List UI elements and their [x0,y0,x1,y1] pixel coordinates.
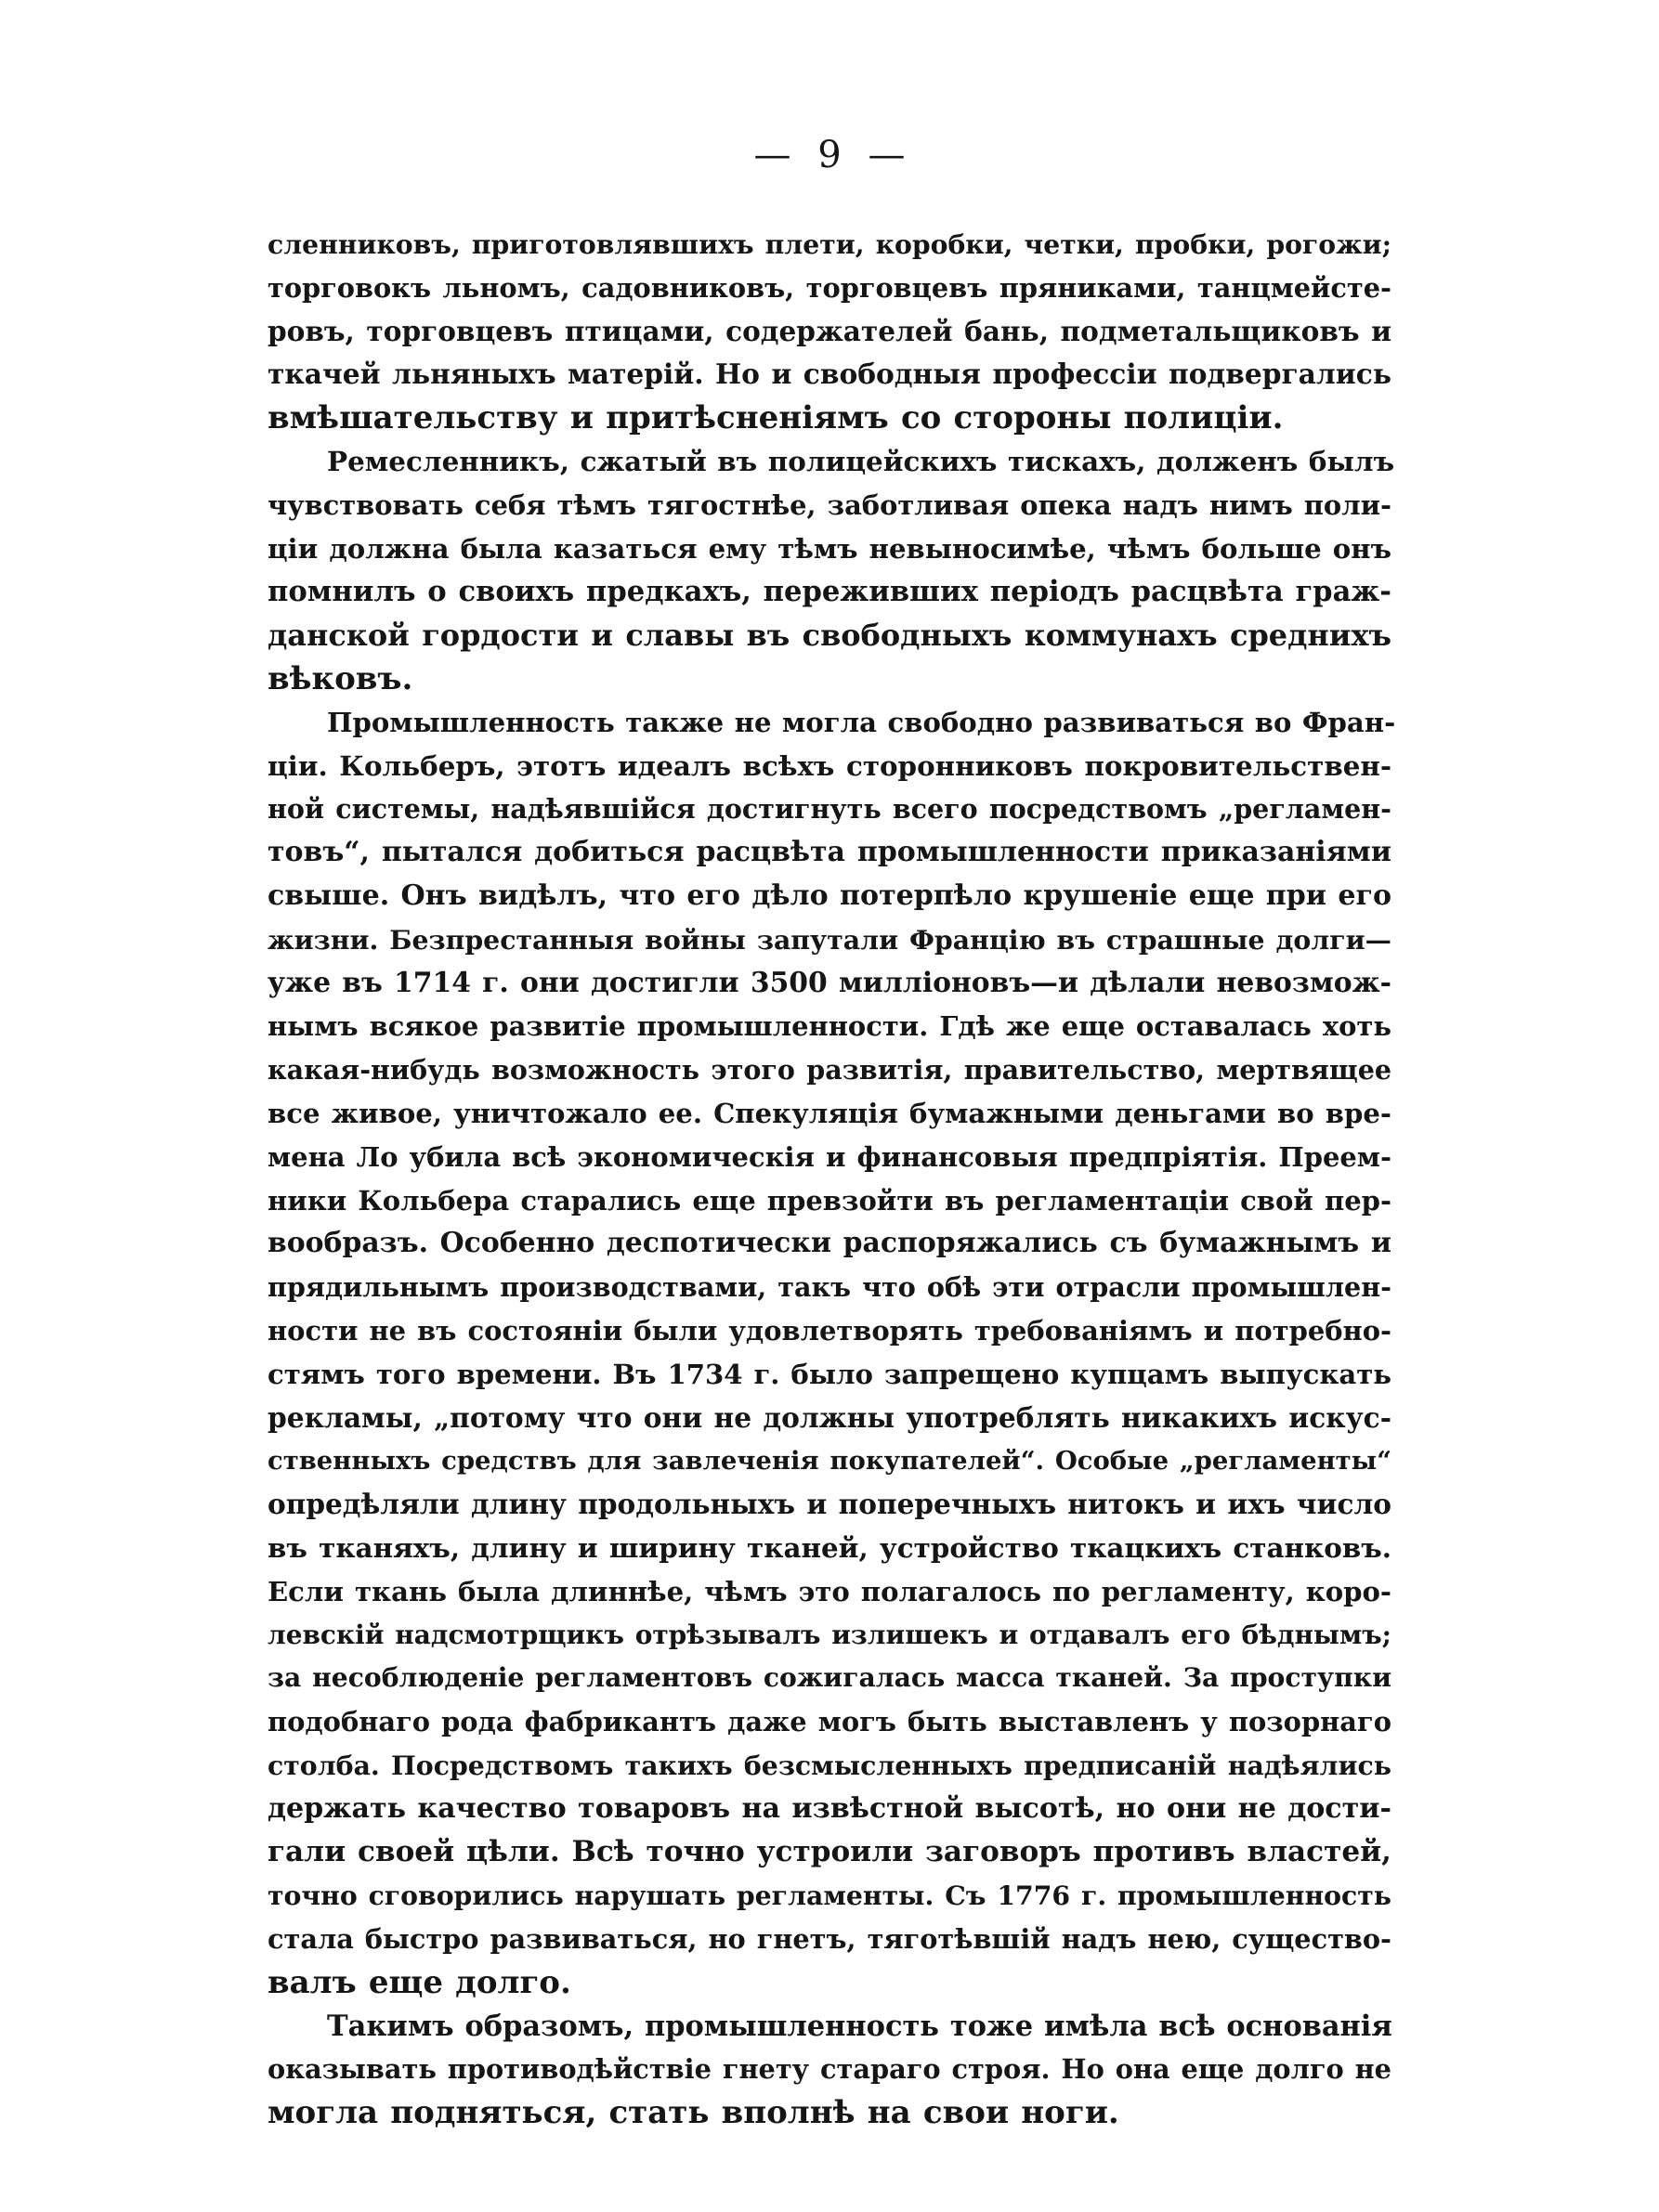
text-line: прядильнымъ производствами, такъ что обѣ эти отрасли промышлен- [268,1271,1391,1304]
text-line: Такимъ образомъ, промышленность тоже имѣла всѣ основанія [327,2009,1392,2043]
text-line: все живое, уничтожало ее. Спекуляція бумажными деньгами во вре- [268,1097,1391,1129]
text-line: опредѣляли длину продольныхъ и поперечныхъ нитокъ и ихъ число [268,1488,1391,1521]
paragraph-3 [268,701,1396,2005]
text-line: Промышленность также не могла свободно развиваться во Фран- [327,706,1396,738]
page-number [268,130,1391,180]
book-page [268,130,1396,2132]
text-line: подобнаго рода фабрикантъ даже могъ быть выставленъ у позорнаго [268,1706,1391,1738]
text-line: гали своей цѣли. Всѣ точно устроили заговоръ противъ властей, [268,1835,1391,1869]
text-line: помнилъ о своихъ предкахъ, переживших періодъ расцвѣта граж- [268,575,1391,609]
text-line: столба. Посредствомъ такихъ безсмысленныхъ предписаній надѣялись [268,1749,1391,1781]
text-line: сленниковъ, приготовлявшихъ плети, коробки, четки, пробки, рогожи; [268,228,1391,260]
text-line: торговокъ льномъ, садовниковъ, торговцевъ пряниками, танцмейсте- [268,271,1391,304]
text-line: уже въ 1714 г. они достигли 3500 милліоновъ—и дѣлали невозмож- [268,966,1391,999]
text-line: вмѣшательству и притѣсненіямъ со стороны полиціи. [268,399,1284,437]
text-line: ровъ, торговцевъ птицами, содержателей бань, подметальщиковъ и [268,314,1391,347]
text-line: Ремесленникъ, сжатый въ полицейскихъ тискахъ, долженъ былъ [327,444,1395,477]
paragraph-2 [268,440,1395,701]
text-line: точно сговорились нарушать регламенты. Съ 1776 г. промышленность [268,1880,1391,1912]
text-line: валъ еще долго. [268,1963,571,2001]
text-line: ности не въ состояніи были удовлетворять требованіямъ и потребно- [268,1314,1391,1347]
text-line: ственныхъ средствъ для завлеченія покупателей“. Особые „регламенты“ [268,1446,1391,1477]
text-line: свыше. Онъ видѣлъ, что его дѣло потерпѣло крушеніе еще при его [268,878,1391,912]
text-line: нымъ всякое развитіе промышленности. Гдѣ же еще оставалась хоть [268,1010,1391,1043]
text-line: какая-нибудь возможность этого развитія, правительство, мертвящее [268,1054,1391,1086]
text-line: данской гордости и славы въ свободныхъ коммунахъ среднихъ [268,618,1391,654]
text-line: вѣковъ. [268,659,413,697]
paragraph-4 [268,2005,1391,2135]
text-line: ціи должна была казаться ему тѣмъ невыносимѣе, чѣмъ больше онъ [268,532,1391,565]
text-line: держать качество товаровъ на извѣстной высотѣ, но они не дости- [268,1791,1391,1825]
page-number-dash-right: — [868,134,906,176]
text-line: ткачей льняныхъ матерій. Но и свободныя профессіи подвергались [268,358,1391,391]
text-line: ной системы, надѣявшійся достигнуть всего посредствомъ „регламен- [268,793,1391,826]
text-line: чувствовать себя тѣмъ тягостнѣе, заботливая опека надъ нимъ поли- [268,488,1391,521]
text-line: Если ткань была длиннѣе, чѣмъ это полагалось по регламенту, коро- [268,1575,1391,1607]
page-number-dash-left: — [753,134,791,176]
page-number-value: 9 [817,134,842,176]
text-line: за несоблюденіе регламентовъ сожигалась масса тканей. За проступки [268,1662,1391,1694]
text-line: рекламы, „потому что они не должны употреблять никакихъ искус- [268,1400,1391,1434]
text-line: могла подняться, стать вполнѣ на свои ноги. [268,2094,1119,2132]
text-line: мена Ло убила всѣ экономическія и финансовыя предпріятія. Преем- [268,1140,1391,1173]
paragraph-1 [268,223,1391,440]
text-line: ціи. Кольберъ, этотъ идеалъ всѣхъ сторонниковъ покровительствен- [268,748,1391,782]
text-line: левскій надсмотрщикъ отрѣзывалъ излишекъ и отдавалъ его бѣднымъ; [268,1619,1391,1650]
text-line: стямъ того времени. Въ 1734 г. было запрещено купцамъ выпускать [268,1358,1391,1390]
text-line: товъ“, пытался добиться расцвѣта промышленности приказаніями [268,836,1391,869]
text-line: вообразъ. Особенно деспотически распоряжались съ бумажнымъ и [268,1227,1391,1260]
text-line: въ тканяхъ, длину и ширину тканей, устройство ткацкихъ станковъ. [268,1530,1391,1564]
text-line: ники Кольбера старались еще превзойти въ регламентаціи свой пер- [268,1184,1391,1217]
text-line: стала быстро развиваться, но гнетъ, тяготѣвшій надъ нею, существо- [268,1923,1391,1956]
text-line: жизни. Безпрестанныя войны запутали Францію въ страшные долги— [268,923,1391,956]
text-line: оказывать противодѣйствіе гнету стараго строя. Но она еще долго не [268,2053,1391,2086]
page-text [268,223,1396,2135]
